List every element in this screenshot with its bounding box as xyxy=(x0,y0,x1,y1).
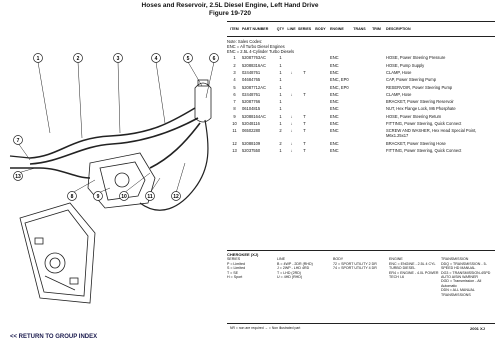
quantity: 2 xyxy=(279,128,282,134)
description: BRACKET, Power Steering Hose xyxy=(386,140,446,146)
part-number: 02448761 xyxy=(242,91,261,97)
code-entry: U = 4HD (RHD) xyxy=(277,275,303,280)
table-row xyxy=(227,122,495,127)
callout-1 xyxy=(34,54,43,63)
quantity: 1 xyxy=(279,113,282,119)
engine-code: ENC xyxy=(330,113,339,119)
series-code: T xyxy=(303,91,306,97)
body-code xyxy=(311,86,329,91)
body-code xyxy=(311,93,329,98)
table-header xyxy=(227,21,495,37)
series-code xyxy=(297,56,311,61)
quantity: 1 xyxy=(279,84,282,90)
code-entry: ENC = ENGINE - 2.5L 4 CYL TURBO DIESEL xyxy=(389,261,436,271)
svg-text:13: 13 xyxy=(15,173,21,180)
item-number: 8 xyxy=(233,106,236,112)
svg-text:4: 4 xyxy=(154,55,158,62)
callout-2 xyxy=(74,54,83,63)
quantity: 1 xyxy=(279,55,282,61)
code-entry: ER4 = ENGINE - 4.0L POWER TECH I-6 xyxy=(389,270,439,280)
col-trans: TRANS xyxy=(353,27,366,31)
col-item: ITEM xyxy=(230,27,239,31)
svg-text:2: 2 xyxy=(76,55,80,62)
col-line: LINE xyxy=(287,27,296,31)
svg-text:6: 6 xyxy=(212,55,216,62)
series-code: T xyxy=(303,147,306,153)
description: HOSE, Power Steering Return xyxy=(386,113,442,119)
engine-code: ENC, EP0 xyxy=(330,77,349,83)
body-code xyxy=(311,71,329,76)
col-description: DESCRIPTION xyxy=(386,27,411,31)
item-number: 2 xyxy=(233,62,236,68)
part-number: 52087712AC xyxy=(242,84,266,90)
engine-code: ENC xyxy=(330,55,339,61)
series-code xyxy=(297,107,311,112)
series-code: T xyxy=(303,128,306,134)
callout-6 xyxy=(210,54,219,63)
trim-code xyxy=(367,64,385,69)
trans-code xyxy=(351,71,367,76)
item-number: 6 xyxy=(233,91,236,97)
description: SCREW AND WASHER, Hex Head Special Point, M6x1.25x17 xyxy=(386,128,477,139)
codes-header: TRANSMISSION xyxy=(441,257,469,262)
trans-code xyxy=(351,122,367,127)
code-entry: DDQ = TRANSMISSION - 5-SPEED HD MANUAL xyxy=(441,261,487,271)
svg-text:5: 5 xyxy=(186,55,190,62)
quantity: 1 xyxy=(279,147,282,153)
trans-code xyxy=(351,149,367,154)
quantity: 1 xyxy=(279,69,282,75)
item-number: 1 xyxy=(233,55,236,61)
callout-13 xyxy=(14,172,23,181)
trim-code xyxy=(367,115,385,120)
table-row xyxy=(227,78,495,83)
trans-code xyxy=(351,86,367,91)
codes-body-column xyxy=(333,257,389,297)
engine-code: ENC xyxy=(330,62,339,68)
page-reference: 2001 XJ xyxy=(470,326,485,331)
trans-code xyxy=(351,107,367,112)
item-number: 10 xyxy=(232,121,237,127)
engine-code: ENC xyxy=(330,147,339,153)
body-code xyxy=(311,56,329,61)
item-number: 3 xyxy=(233,69,236,75)
body-code xyxy=(311,149,329,154)
trim-code xyxy=(367,71,385,76)
part-number: 52088164AC xyxy=(242,113,266,119)
code-entry: H = Sport xyxy=(227,275,243,280)
svg-text:10: 10 xyxy=(121,193,127,200)
trans-code xyxy=(351,100,367,105)
footnote: NR = non are required → = Non illustrated part xyxy=(230,326,301,330)
table-row xyxy=(227,107,495,112)
trim-code xyxy=(367,86,385,91)
callout-11 xyxy=(146,192,155,201)
body-code xyxy=(311,115,329,120)
body-code xyxy=(311,64,329,69)
quantity: 1 xyxy=(279,77,282,83)
quantity: 1 xyxy=(279,91,282,97)
codes-title: CHEROKEE (XJ) xyxy=(227,252,259,257)
line-code xyxy=(285,100,297,105)
return-to-group-index-link[interactable]: << RETURN TO GROUP INDEX xyxy=(10,334,98,340)
code-entry: 74 = SPORT UTILITY 4 DR xyxy=(333,266,377,271)
col-body: BODY xyxy=(315,27,326,31)
part-number: 52088109 xyxy=(242,140,261,146)
trans-code xyxy=(351,56,367,61)
codes-header: LINE xyxy=(277,257,285,262)
line-code xyxy=(285,107,297,112)
svg-text:8: 8 xyxy=(70,193,74,200)
line-code: ↓ xyxy=(290,91,293,97)
description: FITTING, Power Steering, Quick Connect xyxy=(386,121,462,127)
quantity: 1 xyxy=(279,121,282,127)
line-code: ↓ xyxy=(290,121,293,127)
item-number: 11 xyxy=(232,128,237,134)
trans-code xyxy=(351,129,367,139)
body-code xyxy=(311,129,329,139)
series-code xyxy=(297,78,311,83)
engine-code: ENC xyxy=(330,128,339,134)
col-engine: ENGINE xyxy=(330,27,344,31)
engine-code: ENC xyxy=(330,69,339,75)
description: FITTING, Power Steering, Quick Connect xyxy=(386,147,462,153)
engine-code: ENC xyxy=(330,140,339,146)
table-row xyxy=(227,64,495,69)
callout-10 xyxy=(120,192,129,201)
figure-number: Figure 19-720 xyxy=(209,10,251,17)
line-code xyxy=(285,64,297,69)
body-code xyxy=(311,142,329,147)
series-code: T xyxy=(303,113,306,119)
codes-transmission-column xyxy=(441,257,495,297)
trim-code xyxy=(367,107,385,112)
part-number: 52087766 xyxy=(242,99,261,105)
body-code xyxy=(311,107,329,112)
engine-code: ENC xyxy=(330,121,339,127)
series-code xyxy=(297,100,311,105)
table-row xyxy=(227,93,495,98)
item-number: 12 xyxy=(232,140,237,146)
code-entry: DGD = Transmission - All Automatic xyxy=(441,279,482,288)
quantity: 2 xyxy=(279,140,282,146)
description: RESERVOIR, Power Steering Pump xyxy=(386,84,453,90)
line-code: ↓ xyxy=(290,140,293,146)
callout-12 xyxy=(172,192,181,201)
trim-code xyxy=(367,142,385,147)
description: BRACKET, Power Steering Reservoir xyxy=(386,99,454,105)
code-entry: T = SE xyxy=(227,270,239,275)
description: HOSE, Power Steering Pressure xyxy=(386,55,446,61)
code-entry: J = 2WP - LHD 4RD xyxy=(277,266,310,271)
item-number: 5 xyxy=(233,84,236,90)
line-code xyxy=(285,78,297,83)
code-entry: T = LHD (2RD) xyxy=(277,270,301,275)
note-line: ENC = All Turbo Diesel Engines xyxy=(227,44,285,49)
engine-code: ENC xyxy=(330,91,339,97)
svg-text:9: 9 xyxy=(96,193,100,200)
part-number: 02448761 xyxy=(242,69,261,75)
table-row xyxy=(227,86,495,91)
line-code: ↓ xyxy=(290,69,293,75)
line-code xyxy=(285,86,297,91)
line-code: ↓ xyxy=(290,128,293,134)
series-code xyxy=(297,86,311,91)
hose-reservoir-illustration xyxy=(0,28,225,308)
callout-group xyxy=(14,54,219,201)
table-row xyxy=(227,129,495,139)
part-number: 06502280 xyxy=(242,128,261,134)
svg-text:11: 11 xyxy=(147,193,153,200)
line-code: ↓ xyxy=(290,113,293,119)
divider xyxy=(227,323,495,324)
trans-code xyxy=(351,78,367,83)
item-number: 13 xyxy=(232,147,237,153)
trans-code xyxy=(351,93,367,98)
divider xyxy=(227,250,495,251)
codes-series-column xyxy=(227,257,277,297)
svg-text:3: 3 xyxy=(116,55,120,62)
svg-text:1: 1 xyxy=(36,55,40,62)
body-code xyxy=(311,122,329,127)
callout-3 xyxy=(114,54,123,63)
quantity: 1 xyxy=(279,106,282,112)
codes-header: ENGINE xyxy=(389,257,403,262)
line-code xyxy=(285,56,297,61)
svg-text:7: 7 xyxy=(16,137,20,144)
note-line: Note: Sales Codes: xyxy=(227,39,263,44)
description: NUT, Hex Flange Lock, M6 Phosphate xyxy=(386,106,456,112)
line-code: ↓ xyxy=(290,147,293,153)
table-row xyxy=(227,71,495,76)
trim-code xyxy=(367,93,385,98)
callout-7 xyxy=(14,136,23,145)
item-number: 7 xyxy=(233,99,236,105)
code-entry: DG3 = TRANSMISSION-4SPD AUTO AISIN WARNER xyxy=(441,270,491,280)
description: HOSE, Pump Supply xyxy=(386,62,425,68)
col-qty: QTY xyxy=(276,27,285,31)
sales-code-notes xyxy=(227,39,495,54)
note-line: ENC = 2.5L 4-Cylinder Turbo Diesels xyxy=(227,49,295,54)
part-number: 52087763AC xyxy=(242,55,266,61)
body-code xyxy=(311,100,329,105)
codes-header: SERIES xyxy=(227,257,241,262)
callout-5 xyxy=(184,54,193,63)
series-code: T xyxy=(303,121,306,127)
figure-title: Hoses and Reservoir, 2.5L Diesel Engine, Left Hand Drive xyxy=(141,2,319,9)
quantity: 1 xyxy=(279,62,282,68)
engine-code: ENC, EP0 xyxy=(330,84,349,90)
trim-code xyxy=(367,149,385,154)
code-entry: 72 = SPORT UTILITY 2 DR xyxy=(333,261,377,266)
col-series: SERIES xyxy=(298,27,312,31)
description: CLAMP, Hose xyxy=(386,91,412,97)
table-body xyxy=(227,56,495,153)
vehicle-codes-legend xyxy=(227,253,495,297)
trim-code xyxy=(367,100,385,105)
quantity: 1 xyxy=(279,99,282,105)
body-code xyxy=(311,78,329,83)
trim-code xyxy=(367,129,385,139)
code-entry: P = Limited xyxy=(227,261,246,266)
trans-code xyxy=(351,115,367,120)
codes-line-column xyxy=(277,257,333,297)
series-code: T xyxy=(303,140,306,146)
code-entry: S = Limited xyxy=(227,266,246,271)
callout-8 xyxy=(68,192,77,201)
callout-9 xyxy=(94,192,103,201)
codes-engine-column xyxy=(389,257,441,297)
svg-text:12: 12 xyxy=(173,193,179,200)
code-entry: B = 4WP - 2DR (RHD) xyxy=(277,261,313,266)
col-trim: TRIM xyxy=(372,27,381,31)
part-number: 06104815 xyxy=(242,106,261,112)
code-entry: DDN = ALL MANUAL TRANSMISSIONS xyxy=(441,288,475,297)
trans-code xyxy=(351,64,367,69)
trim-code xyxy=(367,122,385,127)
engine-code: ENC xyxy=(330,99,339,105)
part-number: 52048116 xyxy=(242,121,260,127)
description: CAP, Power Steering Pump xyxy=(386,77,436,83)
trim-code xyxy=(367,78,385,83)
col-part-number: PART NUMBER xyxy=(242,27,269,31)
table-row xyxy=(227,115,495,120)
table-row xyxy=(227,100,495,105)
item-number: 4 xyxy=(233,77,236,83)
series-code: T xyxy=(303,69,306,75)
parts-table xyxy=(227,21,495,154)
item-number: 9 xyxy=(233,113,236,119)
table-row xyxy=(227,149,495,154)
codes-header: BODY xyxy=(333,257,344,262)
part-number: 52088316AC xyxy=(242,62,266,68)
table-row xyxy=(227,56,495,61)
callout-4 xyxy=(152,54,161,63)
table-row xyxy=(227,142,495,147)
series-code xyxy=(297,64,311,69)
trim-code xyxy=(367,56,385,61)
engine-code: ENC xyxy=(330,106,339,112)
part-number: 04684765 xyxy=(242,77,261,83)
description: CLAMP, Hose xyxy=(386,69,412,75)
trans-code xyxy=(351,142,367,147)
part-number: 52037550 xyxy=(242,147,261,153)
